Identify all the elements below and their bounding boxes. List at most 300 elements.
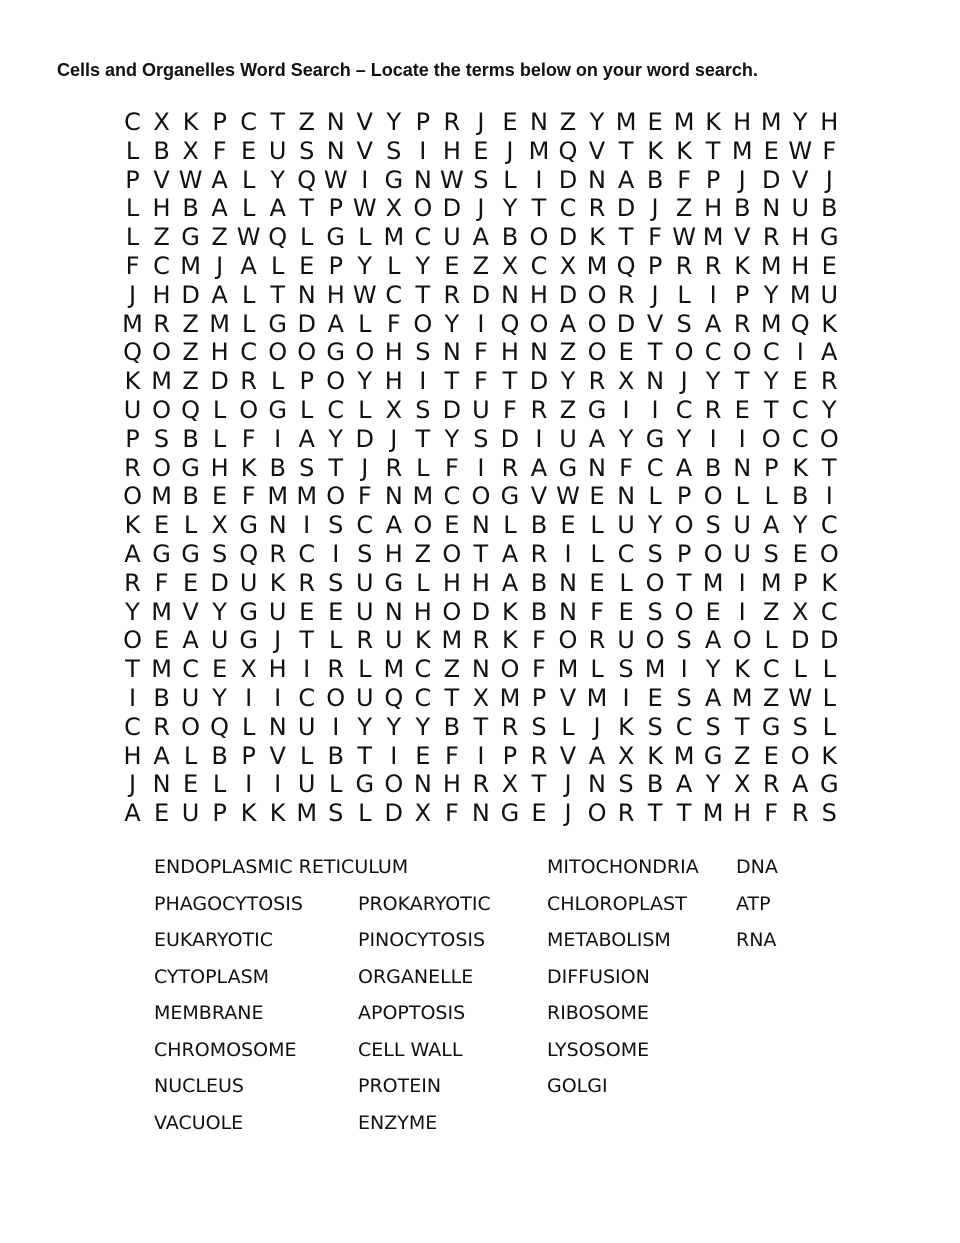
grid-letter[interactable]: K (734, 251, 751, 280)
grid-letter[interactable]: O (732, 626, 752, 655)
grid-letter[interactable]: E (182, 568, 199, 597)
grid-letter[interactable]: L (241, 712, 256, 741)
grid-letter[interactable]: R (298, 568, 316, 597)
grid-letter[interactable]: O (413, 511, 433, 540)
grid-letter[interactable]: W (323, 165, 348, 194)
grid-letter[interactable]: N (500, 280, 519, 309)
grid-letter[interactable]: R (153, 309, 170, 338)
grid-letter[interactable]: B (646, 770, 664, 799)
grid-letter[interactable]: C (443, 482, 461, 511)
grid-letter[interactable]: K (269, 568, 286, 597)
grid-letter[interactable]: P (676, 482, 692, 511)
grid-letter[interactable]: H (123, 741, 142, 770)
grid-letter[interactable]: V (269, 741, 286, 770)
grid-letter[interactable]: M (731, 683, 753, 712)
grid-letter[interactable]: N (588, 770, 606, 799)
grid-letter[interactable]: I (274, 770, 282, 799)
grid-letter[interactable]: N (559, 568, 577, 597)
grid-letter[interactable]: E (153, 626, 170, 655)
grid-letter[interactable]: L (358, 395, 372, 424)
grid-letter[interactable]: I (709, 424, 717, 453)
grid-letter[interactable]: Q (123, 338, 142, 367)
grid-letter[interactable]: P (299, 367, 314, 396)
grid-letter[interactable]: Y (212, 597, 227, 626)
grid-letter[interactable]: O (529, 309, 549, 338)
grid-letter[interactable]: I (738, 597, 746, 626)
grid-letter[interactable]: O (761, 424, 781, 453)
grid-letter[interactable]: S (705, 511, 721, 540)
grid-letter[interactable]: D (210, 568, 229, 597)
grid-letter[interactable]: L (358, 223, 372, 252)
grid-letter[interactable]: H (442, 568, 461, 597)
grid-letter[interactable]: K (792, 453, 809, 482)
grid-letter[interactable]: R (820, 367, 838, 396)
grid-letter[interactable]: U (123, 395, 142, 424)
grid-letter[interactable]: X (414, 799, 432, 828)
grid-letter[interactable]: P (415, 108, 431, 136)
grid-letter[interactable]: F (125, 251, 140, 280)
grid-letter[interactable]: N (617, 482, 636, 511)
grid-letter[interactable]: T (415, 280, 431, 309)
grid-letter[interactable]: E (589, 482, 605, 511)
grid-letter[interactable]: C (414, 223, 432, 252)
grid-letter[interactable]: D (558, 223, 578, 252)
grid-letter[interactable]: E (328, 597, 344, 626)
grid-letter[interactable]: O (558, 626, 578, 655)
grid-letter[interactable]: R (617, 280, 635, 309)
grid-letter[interactable]: S (299, 136, 315, 165)
grid-letter[interactable]: N (384, 482, 403, 511)
grid-letter[interactable]: L (822, 655, 836, 684)
grid-letter[interactable]: C (356, 511, 374, 540)
grid-letter[interactable]: X (153, 108, 170, 136)
grid-letter[interactable]: D (558, 280, 578, 309)
grid-letter[interactable]: V (646, 309, 664, 338)
grid-letter[interactable]: G (355, 770, 375, 799)
grid-letter[interactable]: Z (762, 597, 780, 626)
grid-letter[interactable]: X (792, 597, 809, 626)
grid-letter[interactable]: P (676, 539, 692, 568)
grid-letter[interactable]: C (675, 395, 693, 424)
grid-letter[interactable]: T (676, 799, 692, 828)
grid-letter[interactable]: R (704, 251, 722, 280)
grid-letter[interactable]: L (270, 251, 285, 280)
grid-letter[interactable]: F (822, 136, 837, 165)
grid-letter[interactable]: O (819, 539, 839, 568)
grid-letter[interactable]: F (473, 367, 488, 396)
grid-letter[interactable]: N (559, 597, 577, 626)
grid-letter[interactable]: Y (415, 251, 431, 280)
grid-letter[interactable]: T (444, 367, 460, 396)
grid-letter[interactable]: L (677, 280, 691, 309)
grid-letter[interactable]: H (152, 194, 171, 223)
grid-letter[interactable]: E (299, 597, 315, 626)
grid-letter[interactable]: J (390, 424, 398, 453)
grid-letter[interactable]: F (590, 597, 604, 626)
grid-letter[interactable]: S (211, 539, 228, 568)
grid-letter[interactable]: U (297, 712, 316, 741)
grid-letter[interactable]: O (123, 482, 142, 511)
grid-letter[interactable]: E (212, 655, 228, 684)
grid-letter[interactable]: U (733, 511, 751, 540)
grid-letter[interactable]: F (444, 799, 459, 828)
grid-letter[interactable]: S (299, 453, 315, 482)
grid-letter[interactable]: C (182, 655, 199, 684)
grid-letter[interactable]: S (647, 712, 663, 741)
grid-letter[interactable]: G (239, 626, 258, 655)
grid-letter[interactable]: I (477, 453, 485, 482)
grid-letter[interactable]: L (648, 482, 662, 511)
grid-letter[interactable]: R (356, 626, 374, 655)
grid-letter[interactable]: O (152, 395, 171, 424)
grid-letter[interactable]: F (532, 626, 546, 655)
grid-letter[interactable]: Z (733, 741, 751, 770)
grid-letter[interactable]: R (588, 367, 606, 396)
grid-letter[interactable]: I (564, 539, 572, 568)
grid-letter[interactable]: I (245, 770, 253, 799)
grid-letter[interactable]: F (503, 395, 517, 424)
grid-letter[interactable]: H (704, 194, 723, 223)
grid-letter[interactable]: E (473, 136, 489, 165)
grid-letter[interactable]: K (618, 712, 634, 741)
grid-letter[interactable]: B (704, 453, 722, 482)
grid-letter[interactable]: D (761, 165, 781, 194)
grid-letter[interactable]: E (241, 136, 257, 165)
grid-letter[interactable]: Y (386, 712, 402, 741)
grid-letter[interactable]: I (390, 741, 398, 770)
grid-letter[interactable]: A (792, 770, 809, 799)
grid-letter[interactable]: D (500, 424, 520, 453)
grid-letter[interactable]: P (125, 165, 140, 194)
grid-letter[interactable]: Q (384, 683, 404, 712)
grid-letter[interactable]: P (763, 453, 779, 482)
grid-letter[interactable]: G (181, 453, 200, 482)
grid-letter[interactable]: I (274, 683, 282, 712)
grid-letter[interactable]: U (559, 424, 577, 453)
grid-letter[interactable]: S (153, 424, 170, 453)
grid-letter[interactable]: D (210, 367, 229, 396)
grid-letter[interactable]: M (760, 568, 782, 597)
grid-letter[interactable]: F (212, 136, 227, 165)
grid-letter[interactable]: K (821, 741, 838, 770)
grid-letter[interactable]: O (790, 741, 810, 770)
grid-letter[interactable]: Z (182, 309, 199, 338)
grid-letter[interactable]: M (151, 367, 172, 396)
grid-letter[interactable]: K (269, 799, 286, 828)
grid-letter[interactable]: S (792, 712, 808, 741)
grid-letter[interactable]: Z (298, 108, 315, 136)
grid-letter[interactable]: J (651, 194, 659, 223)
grid-letter[interactable]: X (501, 770, 519, 799)
grid-letter[interactable]: O (413, 309, 433, 338)
grid-letter[interactable]: E (299, 251, 315, 280)
grid-letter[interactable]: H (384, 367, 403, 396)
grid-letter[interactable]: P (502, 741, 518, 770)
grid-letter[interactable]: O (471, 482, 491, 511)
grid-letter[interactable]: T (415, 424, 431, 453)
grid-letter[interactable]: A (240, 251, 257, 280)
grid-letter[interactable]: G (384, 165, 404, 194)
grid-letter[interactable]: D (616, 194, 636, 223)
grid-letter[interactable]: G (326, 223, 346, 252)
grid-letter[interactable]: U (791, 194, 810, 223)
grid-letter[interactable]: I (796, 338, 804, 367)
grid-letter[interactable]: L (561, 712, 575, 741)
grid-letter[interactable]: M (267, 482, 289, 511)
grid-letter[interactable]: O (355, 338, 375, 367)
grid-letter[interactable]: N (529, 108, 548, 136)
grid-letter[interactable]: S (531, 712, 547, 741)
grid-letter[interactable]: C (762, 338, 780, 367)
grid-letter[interactable]: K (124, 367, 141, 396)
grid-letter[interactable]: S (705, 712, 721, 741)
grid-letter[interactable]: F (619, 453, 633, 482)
grid-letter[interactable]: O (587, 280, 607, 309)
grid-letter[interactable]: O (500, 655, 520, 684)
grid-letter[interactable]: E (589, 568, 605, 597)
grid-letter[interactable]: A (327, 309, 344, 338)
grid-letter[interactable]: A (153, 741, 170, 770)
grid-letter[interactable]: O (384, 770, 404, 799)
grid-letter[interactable]: H (791, 223, 810, 252)
grid-letter[interactable]: L (125, 223, 140, 252)
grid-letter[interactable]: H (442, 770, 461, 799)
grid-letter[interactable]: S (386, 136, 402, 165)
grid-letter[interactable]: Y (705, 367, 721, 396)
grid-letter[interactable]: D (558, 165, 578, 194)
grid-letter[interactable]: S (821, 799, 837, 828)
grid-letter[interactable]: T (531, 194, 547, 223)
grid-letter[interactable]: N (588, 453, 606, 482)
grid-letter[interactable]: W (236, 223, 261, 252)
grid-letter[interactable]: R (472, 770, 490, 799)
grid-letter[interactable]: S (618, 655, 634, 684)
grid-letter[interactable]: B (269, 453, 286, 482)
grid-letter[interactable]: U (443, 223, 461, 252)
grid-letter[interactable]: L (358, 309, 372, 338)
grid-letter[interactable]: R (762, 770, 780, 799)
grid-letter[interactable]: M (209, 309, 230, 338)
grid-letter[interactable]: E (531, 799, 547, 828)
grid-letter[interactable]: I (303, 655, 311, 684)
grid-letter[interactable]: R (501, 712, 519, 741)
grid-letter[interactable]: M (789, 280, 811, 309)
grid-letter[interactable]: J (651, 280, 659, 309)
grid-letter[interactable]: O (442, 539, 462, 568)
grid-letter[interactable]: C (240, 108, 258, 136)
grid-letter[interactable]: M (731, 136, 753, 165)
grid-letter[interactable]: O (819, 424, 839, 453)
grid-letter[interactable]: X (733, 770, 751, 799)
grid-letter[interactable]: H (326, 280, 345, 309)
grid-letter[interactable]: O (529, 223, 549, 252)
grid-letter[interactable]: T (270, 108, 285, 136)
grid-letter[interactable]: R (124, 568, 141, 597)
grid-letter[interactable]: B (530, 597, 548, 626)
grid-letter[interactable]: A (501, 539, 519, 568)
grid-letter[interactable]: I (535, 424, 543, 453)
grid-letter[interactable]: P (792, 568, 808, 597)
grid-letter[interactable]: A (821, 338, 838, 367)
grid-letter[interactable]: N (384, 597, 403, 626)
grid-letter[interactable]: B (792, 482, 809, 511)
grid-letter[interactable]: Y (792, 511, 808, 540)
grid-letter[interactable]: Y (705, 655, 721, 684)
grid-letter[interactable]: K (821, 568, 838, 597)
grid-letter[interactable]: Y (792, 108, 808, 136)
grid-letter[interactable]: P (241, 741, 256, 770)
grid-letter[interactable]: M (383, 223, 405, 252)
grid-letter[interactable]: B (182, 424, 199, 453)
grid-letter[interactable]: X (385, 194, 403, 223)
grid-letter[interactable]: T (821, 453, 837, 482)
grid-letter[interactable]: S (676, 626, 692, 655)
grid-letter[interactable]: O (413, 194, 433, 223)
grid-letter[interactable]: X (559, 251, 577, 280)
grid-letter[interactable]: M (586, 251, 608, 280)
grid-letter[interactable]: J (361, 453, 369, 482)
grid-letter[interactable]: A (675, 453, 693, 482)
grid-letter[interactable]: K (240, 453, 257, 482)
grid-letter[interactable]: X (617, 367, 635, 396)
grid-letter[interactable]: A (704, 626, 722, 655)
grid-letter[interactable]: E (444, 511, 460, 540)
grid-letter[interactable]: U (268, 136, 287, 165)
grid-letter[interactable]: A (385, 511, 402, 540)
grid-letter[interactable]: B (646, 165, 664, 194)
grid-letter[interactable]: L (503, 165, 517, 194)
grid-letter[interactable]: X (182, 136, 199, 165)
grid-letter[interactable]: S (328, 568, 344, 597)
grid-letter[interactable]: M (151, 655, 172, 684)
grid-letter[interactable]: L (270, 367, 285, 396)
grid-letter[interactable]: A (124, 799, 141, 828)
grid-letter[interactable]: E (763, 741, 779, 770)
grid-letter[interactable]: V (356, 108, 373, 136)
grid-letter[interactable]: C (530, 251, 548, 280)
grid-letter[interactable]: L (212, 395, 227, 424)
grid-letter[interactable]: O (123, 626, 142, 655)
grid-letter[interactable]: N (471, 511, 490, 540)
grid-letter[interactable]: L (619, 568, 633, 597)
grid-letter[interactable]: P (647, 251, 663, 280)
grid-letter[interactable]: H (384, 539, 403, 568)
grid-letter[interactable]: G (587, 395, 607, 424)
grid-letter[interactable]: N (529, 338, 548, 367)
grid-letter[interactable]: U (355, 597, 374, 626)
grid-letter[interactable]: I (361, 165, 369, 194)
grid-letter[interactable]: K (502, 626, 518, 655)
grid-letter[interactable]: C (791, 395, 809, 424)
grid-letter[interactable]: Y (357, 367, 373, 396)
grid-letter[interactable]: I (332, 712, 340, 741)
grid-letter[interactable]: Q (210, 712, 230, 741)
grid-letter[interactable]: G (645, 424, 665, 453)
grid-letter[interactable]: O (674, 511, 694, 540)
grid-letter[interactable]: C (704, 338, 722, 367)
grid-letter[interactable]: M (644, 655, 666, 684)
grid-letter[interactable]: Y (386, 108, 402, 136)
grid-letter[interactable]: A (211, 194, 228, 223)
grid-letter[interactable]: I (738, 424, 746, 453)
grid-letter[interactable]: Z (559, 338, 577, 367)
grid-letter[interactable]: N (326, 136, 345, 165)
grid-letter[interactable]: U (181, 683, 200, 712)
grid-letter[interactable]: F (444, 741, 459, 770)
grid-letter[interactable]: W (788, 136, 813, 165)
grid-letter[interactable]: Y (589, 108, 605, 136)
grid-letter[interactable]: P (328, 194, 343, 223)
grid-letter[interactable]: E (212, 482, 228, 511)
grid-letter[interactable]: P (212, 108, 227, 136)
grid-letter[interactable]: R (530, 395, 548, 424)
grid-letter[interactable]: B (530, 568, 548, 597)
grid-letter[interactable]: K (705, 108, 722, 136)
grid-letter[interactable]: Z (414, 539, 432, 568)
grid-letter[interactable]: C (820, 511, 838, 540)
grid-letter[interactable]: L (183, 511, 198, 540)
grid-letter[interactable]: E (153, 511, 170, 540)
grid-letter[interactable]: Y (647, 511, 663, 540)
grid-letter[interactable]: R (240, 367, 257, 396)
grid-letter[interactable]: D (471, 280, 491, 309)
grid-letter[interactable]: C (791, 424, 809, 453)
grid-letter[interactable]: R (443, 280, 461, 309)
grid-letter[interactable]: J (274, 626, 282, 655)
grid-letter[interactable]: C (414, 655, 432, 684)
grid-letter[interactable]: G (819, 770, 839, 799)
grid-letter[interactable]: J (825, 165, 833, 194)
grid-letter[interactable]: S (676, 309, 692, 338)
grid-letter[interactable]: K (414, 626, 431, 655)
grid-letter[interactable]: M (673, 108, 695, 136)
grid-letter[interactable]: Q (616, 251, 636, 280)
grid-letter[interactable]: M (586, 683, 608, 712)
grid-letter[interactable]: F (386, 309, 401, 338)
grid-letter[interactable]: K (240, 799, 257, 828)
grid-letter[interactable]: A (617, 165, 635, 194)
grid-letter[interactable]: D (529, 367, 549, 396)
grid-letter[interactable]: V (733, 223, 751, 252)
grid-letter[interactable]: B (733, 194, 751, 223)
grid-letter[interactable]: E (647, 108, 663, 136)
grid-letter[interactable]: O (645, 626, 665, 655)
grid-letter[interactable]: I (477, 309, 485, 338)
grid-letter[interactable]: S (676, 683, 692, 712)
grid-letter[interactable]: P (705, 165, 721, 194)
grid-letter[interactable]: M (760, 108, 782, 136)
grid-letter[interactable]: K (821, 309, 838, 338)
grid-letter[interactable]: Z (559, 108, 577, 136)
grid-letter[interactable]: G (181, 539, 200, 568)
grid-letter[interactable]: W (352, 280, 377, 309)
grid-letter[interactable]: R (501, 453, 519, 482)
grid-letter[interactable]: K (676, 136, 692, 165)
grid-letter[interactable]: I (274, 424, 282, 453)
grid-letter[interactable]: C (153, 251, 170, 280)
grid-letter[interactable]: Y (705, 770, 721, 799)
grid-letter[interactable]: S (415, 338, 431, 367)
grid-letter[interactable]: Y (676, 424, 692, 453)
grid-letter[interactable]: G (558, 453, 578, 482)
grid-letter[interactable]: F (764, 799, 779, 828)
grid-letter[interactable]: N (646, 367, 665, 396)
grid-letter[interactable]: N (413, 165, 432, 194)
grid-letter[interactable]: W (352, 194, 377, 223)
grid-letter[interactable]: L (300, 395, 314, 424)
grid-letter[interactable]: S (415, 395, 431, 424)
grid-letter[interactable]: N (588, 165, 606, 194)
